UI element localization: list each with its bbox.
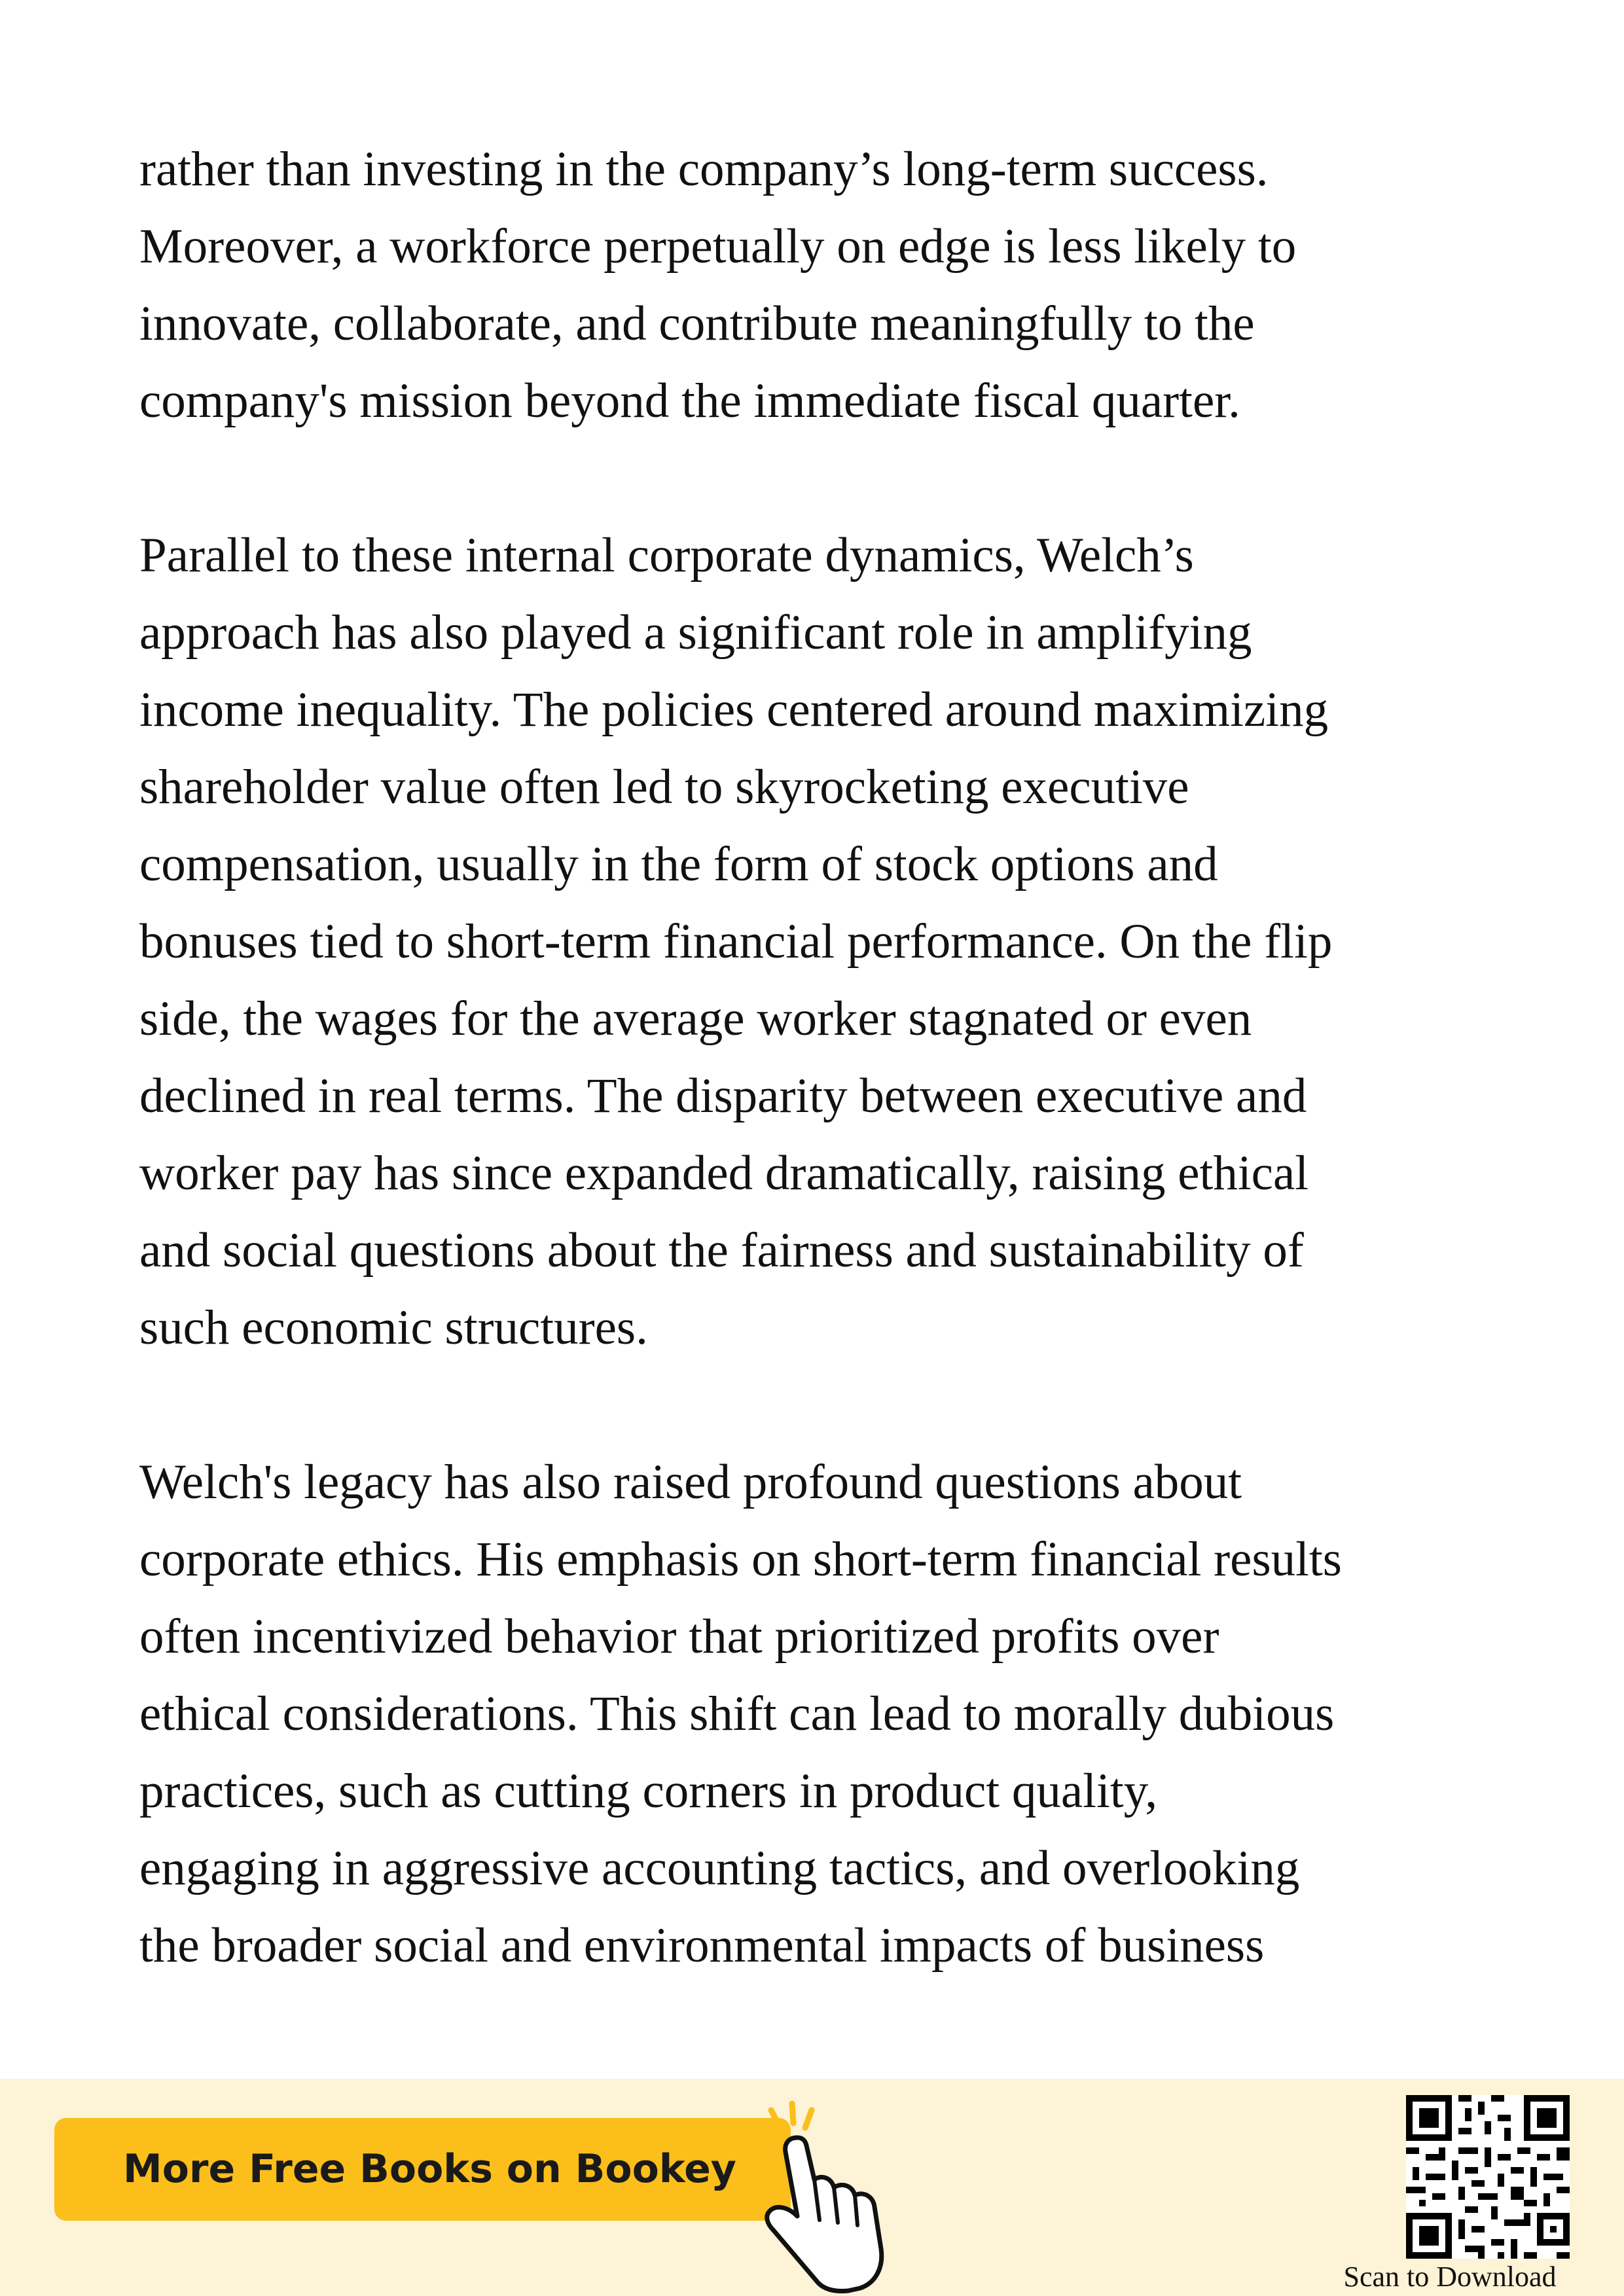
pointing-hand-icon	[720, 2092, 890, 2296]
text-line: bonuses tied to short-term financial performance. On the flip	[139, 914, 1333, 969]
text-line: Moreover, a workforce perpetually on edge is less likely to	[139, 219, 1297, 274]
paragraph-2	[139, 517, 1501, 1367]
cta-label: More Free Books on Bookey	[123, 2146, 736, 2192]
text-line: the broader social and environmental impacts of business	[139, 1918, 1265, 1973]
text-line: side, the wages for the average worker stagnated or even	[139, 992, 1252, 1046]
paragraph-spacer	[139, 1367, 1501, 1444]
text-line: company's mission beyond the immediate fiscal quarter.	[139, 374, 1240, 428]
text-line: compensation, usually in the form of stock options and	[139, 837, 1218, 891]
promo-footer	[0, 2079, 1624, 2296]
text-line: innovate, collaborate, and contribute meaningfully to the	[139, 296, 1255, 351]
text-line: such economic structures.	[139, 1300, 648, 1355]
text-line: Parallel to these internal corporate dynamics, Welch’s	[139, 528, 1194, 583]
text-line: worker pay has since expanded dramatically, raising ethical	[139, 1146, 1309, 1200]
text-line: corporate ethics. His emphasis on short-term financial results	[139, 1532, 1342, 1587]
text-line: practices, such as cutting corners in product quality,	[139, 1764, 1158, 1818]
text-line: Welch's legacy has also raised profound questions about	[139, 1455, 1242, 1509]
scan-to-download-label: Scan to Download	[1343, 2261, 1557, 2293]
more-free-books-button[interactable]	[54, 2118, 791, 2221]
paragraph-1	[139, 131, 1501, 440]
text-line: and social questions about the fairness and sustainability of	[139, 1223, 1304, 1278]
text-line: rather than investing in the company’s long-term success.	[139, 142, 1269, 196]
qr-code-icon	[1406, 2095, 1570, 2259]
text-line: shareholder value often led to skyrocketing executive	[139, 760, 1189, 814]
text-line: often incentivized behavior that prioritized profits over	[139, 1609, 1219, 1664]
text-line: income inequality. The policies centered around maximizing	[139, 683, 1329, 737]
text-line: ethical considerations. This shift can lead to morally dubious	[139, 1687, 1335, 1741]
book-text	[139, 131, 1501, 1984]
paragraph-3	[139, 1444, 1501, 1984]
text-line: approach has also played a significant role in amplifying	[139, 605, 1252, 660]
text-line: declined in real terms. The disparity between executive and	[139, 1069, 1307, 1123]
paragraph-spacer	[139, 440, 1501, 517]
text-line: engaging in aggressive accounting tactics, and overlooking	[139, 1841, 1300, 1895]
